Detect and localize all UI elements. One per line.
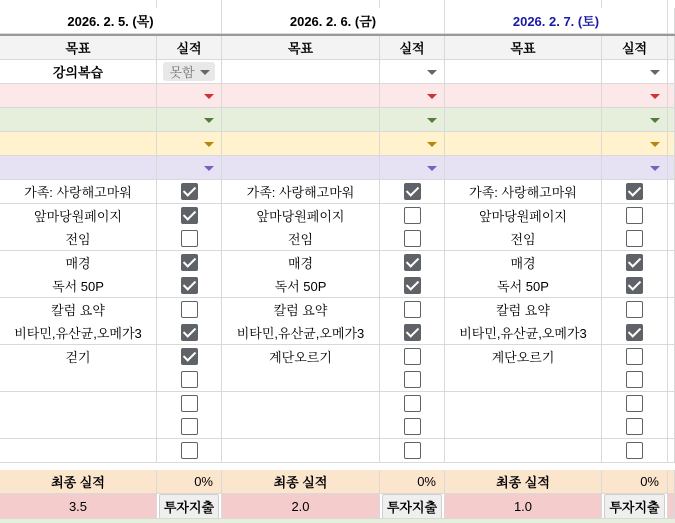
checkbox-cell[interactable]	[380, 180, 445, 204]
result-header	[380, 36, 445, 60]
status-dropdown[interactable]	[602, 84, 668, 108]
chevron-down-icon[interactable]	[204, 94, 214, 99]
goal-cell[interactable]	[445, 156, 602, 180]
cell[interactable]	[668, 227, 675, 251]
status-chip[interactable]	[163, 62, 214, 81]
goal-cell[interactable]	[445, 298, 602, 322]
goal-cell[interactable]	[445, 227, 602, 251]
checklist-row	[0, 251, 675, 275]
checkbox-cell[interactable]	[602, 415, 668, 439]
goal-cell[interactable]	[0, 84, 157, 108]
checkbox-cell[interactable]	[602, 298, 668, 322]
goal-text: 비타민,유산균,오메가3	[14, 326, 142, 341]
priority-row	[0, 108, 675, 132]
chevron-down-icon[interactable]	[650, 166, 660, 171]
goal-cell[interactable]	[0, 415, 157, 439]
cell[interactable]	[668, 439, 675, 463]
goal-cell[interactable]	[0, 274, 157, 298]
checkbox-unchecked[interactable]	[404, 207, 421, 224]
goal-cell[interactable]	[445, 274, 602, 298]
date-header	[0, 8, 222, 34]
status-dropdown[interactable]	[380, 84, 445, 108]
chevron-down-icon[interactable]	[204, 166, 214, 171]
checkbox-cell[interactable]	[602, 321, 668, 345]
cell[interactable]	[668, 251, 675, 275]
priority-row	[0, 156, 675, 180]
partial-row	[0, 519, 675, 523]
chevron-down-icon[interactable]	[650, 142, 660, 147]
checkbox-unchecked[interactable]	[626, 301, 643, 318]
date-header	[445, 8, 668, 34]
checkbox-cell[interactable]	[157, 368, 222, 392]
goal-cell[interactable]	[0, 132, 157, 156]
checkbox-checked[interactable]	[181, 254, 198, 271]
checkbox-checked[interactable]	[404, 277, 421, 294]
checkbox-cell[interactable]	[380, 439, 445, 463]
goal-text: 매경	[65, 255, 91, 271]
checkbox-cell[interactable]	[157, 204, 222, 228]
checkbox-unchecked[interactable]	[626, 207, 643, 224]
column-header-row	[0, 36, 675, 60]
goal-cell[interactable]	[222, 439, 380, 463]
goal-text: 독서 50P	[274, 279, 327, 294]
final-label-cell	[445, 470, 602, 494]
status-dropdown[interactable]	[380, 156, 445, 180]
checkbox-cell[interactable]	[380, 321, 445, 345]
status-dropdown[interactable]	[380, 132, 445, 156]
chevron-down-icon[interactable]	[427, 94, 437, 99]
goal-cell[interactable]	[0, 108, 157, 132]
checkbox-unchecked[interactable]	[626, 230, 643, 247]
priority-row	[0, 132, 675, 156]
goal-cell[interactable]	[222, 345, 380, 369]
checklist-row	[0, 204, 675, 228]
goal-cell[interactable]	[222, 132, 380, 156]
checklist-row	[0, 321, 675, 345]
invest-button[interactable]: 투자지출	[604, 494, 664, 519]
goal-header	[445, 36, 602, 60]
final-label-cell	[0, 470, 157, 494]
checkbox-checked[interactable]	[181, 207, 198, 224]
goal-cell[interactable]	[222, 392, 380, 416]
goal-cell[interactable]	[445, 204, 602, 228]
goal-cell[interactable]	[0, 345, 157, 369]
goal-text: 칼럼 요약	[496, 302, 550, 318]
cell[interactable]	[668, 345, 675, 369]
goal-cell[interactable]	[445, 415, 602, 439]
checkbox-cell[interactable]	[380, 227, 445, 251]
goal-cell[interactable]	[445, 108, 602, 132]
goal-cell[interactable]	[0, 251, 157, 275]
final-label: 최종 실적	[51, 475, 105, 490]
checkbox-checked[interactable]	[181, 324, 198, 341]
cell[interactable]	[222, 0, 380, 8]
checkbox-unchecked[interactable]	[404, 418, 421, 435]
goal-text: 앞마당원페이지	[256, 208, 345, 224]
chevron-down-icon[interactable]	[204, 142, 214, 147]
priority-row	[0, 60, 675, 84]
checkbox-checked[interactable]	[181, 277, 198, 294]
checkbox-cell[interactable]	[602, 204, 668, 228]
checkbox-unchecked[interactable]	[181, 442, 198, 459]
checkbox-unchecked[interactable]	[626, 442, 643, 459]
checkbox-checked[interactable]	[404, 324, 421, 341]
checklist-row	[0, 392, 675, 416]
goal-header-label: 목표	[65, 41, 91, 56]
goal-cell[interactable]	[0, 180, 157, 204]
chevron-down-icon[interactable]	[204, 118, 214, 123]
cell[interactable]	[668, 368, 675, 392]
goal-cell[interactable]	[222, 274, 380, 298]
date-label: 2026. 2. 6. (금)	[289, 14, 377, 29]
cell[interactable]	[0, 0, 157, 8]
checkbox-cell[interactable]	[380, 415, 445, 439]
checkbox-cell[interactable]	[602, 274, 668, 298]
goal-cell[interactable]	[445, 345, 602, 369]
goal-text: 가족: 사랑해고마워	[469, 185, 577, 200]
checkbox-unchecked[interactable]	[181, 301, 198, 318]
goal-cell[interactable]	[222, 156, 380, 180]
goal-cell[interactable]	[445, 60, 602, 84]
checkbox-cell[interactable]	[380, 392, 445, 416]
checkbox-cell[interactable]	[157, 321, 222, 345]
checklist-row	[0, 345, 675, 369]
chevron-down-icon[interactable]	[427, 166, 437, 171]
checkbox-cell[interactable]	[602, 180, 668, 204]
goal-cell[interactable]	[0, 392, 157, 416]
cell[interactable]	[668, 298, 675, 322]
score-value: 1.0	[513, 498, 533, 514]
cell[interactable]	[668, 36, 675, 60]
goal-text: 매경	[287, 255, 314, 271]
checkbox-unchecked[interactable]	[626, 348, 643, 365]
checkbox-cell[interactable]	[157, 274, 222, 298]
final-value: 0%	[194, 474, 213, 489]
goal-cell[interactable]	[445, 180, 602, 204]
checklist-row	[0, 180, 675, 204]
chevron-down-icon[interactable]	[650, 70, 660, 75]
final-value: 0%	[417, 474, 436, 489]
cell[interactable]	[668, 156, 675, 180]
checkbox-cell[interactable]	[157, 345, 222, 369]
checkbox-unchecked[interactable]	[626, 371, 643, 388]
cell[interactable]	[668, 132, 675, 156]
checkbox-cell[interactable]	[157, 251, 222, 275]
goal-header-label: 목표	[510, 41, 536, 56]
result-header	[602, 36, 668, 60]
chevron-down-icon[interactable]	[650, 94, 660, 99]
date-header-row	[0, 8, 675, 36]
goal-cell[interactable]	[0, 204, 157, 228]
goal-text: 계단오르기	[269, 349, 332, 365]
goal-cell[interactable]	[222, 368, 380, 392]
goal-text: 전임	[287, 232, 314, 247]
goal-text: 비타민,유산균,오메가3	[236, 326, 365, 341]
goal-cell[interactable]	[445, 321, 602, 345]
goal-cell[interactable]	[445, 368, 602, 392]
cell[interactable]	[668, 8, 675, 34]
goal-cell[interactable]	[222, 415, 380, 439]
checklist-row	[0, 298, 675, 322]
final-result-row	[0, 470, 675, 494]
checkbox-cell[interactable]	[380, 345, 445, 369]
cell[interactable]	[668, 274, 675, 298]
checkbox-unchecked[interactable]	[404, 442, 421, 459]
checkbox-checked[interactable]	[626, 183, 643, 200]
checkbox-cell[interactable]	[602, 368, 668, 392]
checkbox-checked[interactable]	[181, 348, 198, 365]
checkbox-unchecked[interactable]	[181, 371, 198, 388]
goal-cell[interactable]	[0, 368, 157, 392]
cell[interactable]	[668, 470, 675, 494]
checkbox-checked[interactable]	[404, 183, 421, 200]
final-label-cell	[222, 470, 380, 494]
checkbox-unchecked[interactable]	[404, 395, 421, 412]
checkbox-unchecked[interactable]	[626, 418, 643, 435]
invest-cell[interactable]	[157, 494, 222, 519]
cell[interactable]	[668, 204, 675, 228]
goal-cell[interactable]	[222, 321, 380, 345]
status-dropdown[interactable]	[157, 60, 222, 84]
status-dropdown[interactable]	[380, 60, 445, 84]
status-dropdown[interactable]	[157, 132, 222, 156]
goal-text: 가족: 사랑해고마워	[246, 185, 355, 200]
date-label: 2026. 2. 7. (토)	[512, 14, 600, 29]
goal-cell[interactable]	[222, 108, 380, 132]
goal-cell[interactable]	[222, 204, 380, 228]
checkbox-checked[interactable]	[404, 254, 421, 271]
checkbox-checked[interactable]	[626, 277, 643, 294]
goal-cell[interactable]	[0, 227, 157, 251]
score-cell	[445, 494, 602, 519]
goal-cell[interactable]	[445, 439, 602, 463]
checkbox-cell[interactable]	[602, 251, 668, 275]
checkbox-cell[interactable]	[380, 298, 445, 322]
goal-header	[0, 36, 157, 60]
score-value: 2.0	[291, 498, 310, 514]
goal-text: 전임	[510, 232, 536, 247]
final-label: 최종 실적	[496, 475, 550, 490]
checkbox-unchecked[interactable]	[181, 230, 198, 247]
goal-cell[interactable]	[0, 439, 157, 463]
cell[interactable]	[380, 0, 445, 8]
cell[interactable]	[668, 108, 675, 132]
cell[interactable]	[668, 392, 675, 416]
cell[interactable]	[668, 494, 675, 519]
cell[interactable]	[668, 60, 675, 84]
goal-cell[interactable]	[222, 227, 380, 251]
status-dropdown[interactable]	[602, 60, 668, 84]
status-dropdown[interactable]	[602, 132, 668, 156]
goal-cell[interactable]	[0, 321, 157, 345]
chevron-down-icon[interactable]	[427, 70, 437, 75]
cell[interactable]	[445, 0, 602, 8]
checkbox-cell[interactable]	[380, 251, 445, 275]
final-value-cell	[380, 470, 445, 494]
goal-cell[interactable]	[222, 298, 380, 322]
goal-text: 비타민,유산균,오메가3	[459, 326, 587, 341]
date-label: 2026. 2. 5. (목)	[67, 14, 154, 29]
goal-text: 가족: 사랑해고마워	[24, 185, 132, 200]
checklist-row	[0, 368, 675, 392]
status-chip-label: 못함	[169, 65, 195, 80]
goal-cell[interactable]	[222, 60, 380, 84]
goal-header	[222, 36, 380, 60]
checklist-row	[0, 227, 675, 251]
result-header	[157, 36, 222, 60]
cell[interactable]	[668, 180, 675, 204]
checklist-row	[0, 415, 675, 439]
checkbox-checked[interactable]	[626, 324, 643, 341]
result-header-label: 실적	[399, 41, 425, 56]
chevron-down-icon[interactable]	[650, 118, 660, 123]
checkbox-checked[interactable]	[181, 183, 198, 200]
checkbox-cell[interactable]	[602, 392, 668, 416]
checkbox-unchecked[interactable]	[626, 395, 643, 412]
checkbox-unchecked[interactable]	[404, 371, 421, 388]
status-dropdown[interactable]	[157, 108, 222, 132]
invest-cell[interactable]	[380, 494, 445, 519]
checkbox-cell[interactable]	[157, 439, 222, 463]
goal-text: 강의복습	[52, 65, 104, 80]
goal-text: 앞마당원페이지	[479, 208, 567, 224]
goal-header-label: 목표	[287, 41, 314, 56]
goal-cell[interactable]	[445, 132, 602, 156]
status-dropdown[interactable]	[602, 108, 668, 132]
invest-button[interactable]: 투자지출	[382, 494, 442, 519]
checkbox-cell[interactable]	[157, 392, 222, 416]
goal-cell[interactable]	[222, 84, 380, 108]
checkbox-cell[interactable]	[157, 180, 222, 204]
result-header-label: 실적	[621, 41, 648, 56]
goal-cell[interactable]	[222, 251, 380, 275]
invest-cell[interactable]	[602, 494, 668, 519]
checkbox-unchecked[interactable]	[181, 418, 198, 435]
cell[interactable]	[668, 84, 675, 108]
score-row	[0, 494, 675, 519]
status-dropdown[interactable]	[380, 108, 445, 132]
cell[interactable]	[157, 0, 222, 8]
chevron-down-icon[interactable]	[427, 142, 437, 147]
goal-cell[interactable]	[445, 84, 602, 108]
status-dropdown[interactable]	[157, 156, 222, 180]
chevron-down-icon[interactable]	[427, 118, 437, 123]
final-value-cell	[157, 470, 222, 494]
cell[interactable]	[602, 0, 668, 8]
checkbox-cell[interactable]	[157, 415, 222, 439]
checkbox-cell[interactable]	[380, 204, 445, 228]
goal-text: 전임	[65, 232, 91, 247]
checkbox-unchecked[interactable]	[404, 230, 421, 247]
checklist-row	[0, 274, 675, 298]
goal-text: 앞마당원페이지	[34, 208, 122, 224]
checkbox-cell[interactable]	[380, 368, 445, 392]
goal-text: 칼럼 요약	[51, 302, 105, 318]
goal-cell[interactable]	[0, 298, 157, 322]
checkbox-cell[interactable]	[380, 274, 445, 298]
checkbox-cell[interactable]	[602, 227, 668, 251]
goal-cell[interactable]	[445, 251, 602, 275]
checkbox-cell[interactable]	[602, 439, 668, 463]
checkbox-checked[interactable]	[626, 254, 643, 271]
checkbox-cell[interactable]	[157, 227, 222, 251]
score-cell	[0, 494, 157, 519]
invest-button[interactable]: 투자지출	[159, 494, 219, 519]
status-dropdown[interactable]	[157, 84, 222, 108]
goal-text: 칼럼 요약	[273, 302, 328, 318]
score-cell	[222, 494, 380, 519]
date-header	[222, 8, 445, 34]
checkbox-unchecked[interactable]	[404, 301, 421, 318]
checkbox-cell[interactable]	[602, 345, 668, 369]
status-dropdown[interactable]	[602, 156, 668, 180]
result-header-label: 실적	[176, 41, 202, 56]
priority-row	[0, 84, 675, 108]
final-value: 0%	[640, 474, 659, 489]
score-value: 3.5	[68, 498, 88, 514]
final-label: 최종 실적	[273, 475, 328, 490]
checkbox-unchecked[interactable]	[181, 395, 198, 412]
checkbox-unchecked[interactable]	[404, 348, 421, 365]
goal-cell[interactable]	[0, 156, 157, 180]
goal-cell[interactable]	[0, 60, 157, 84]
goal-text: 매경	[510, 255, 536, 271]
cell[interactable]	[668, 415, 675, 439]
checkbox-cell[interactable]	[157, 298, 222, 322]
checklist-row	[0, 439, 675, 463]
goal-text: 독서 50P	[497, 279, 549, 294]
goal-text: 독서 50P	[52, 279, 104, 294]
chevron-down-icon[interactable]	[200, 70, 210, 75]
goal-text: 계단오르기	[491, 349, 555, 365]
cell[interactable]	[668, 321, 675, 345]
goal-cell[interactable]	[445, 392, 602, 416]
goal-text: 걷기	[65, 349, 91, 365]
final-value-cell	[602, 470, 668, 494]
goal-cell[interactable]	[222, 180, 380, 204]
